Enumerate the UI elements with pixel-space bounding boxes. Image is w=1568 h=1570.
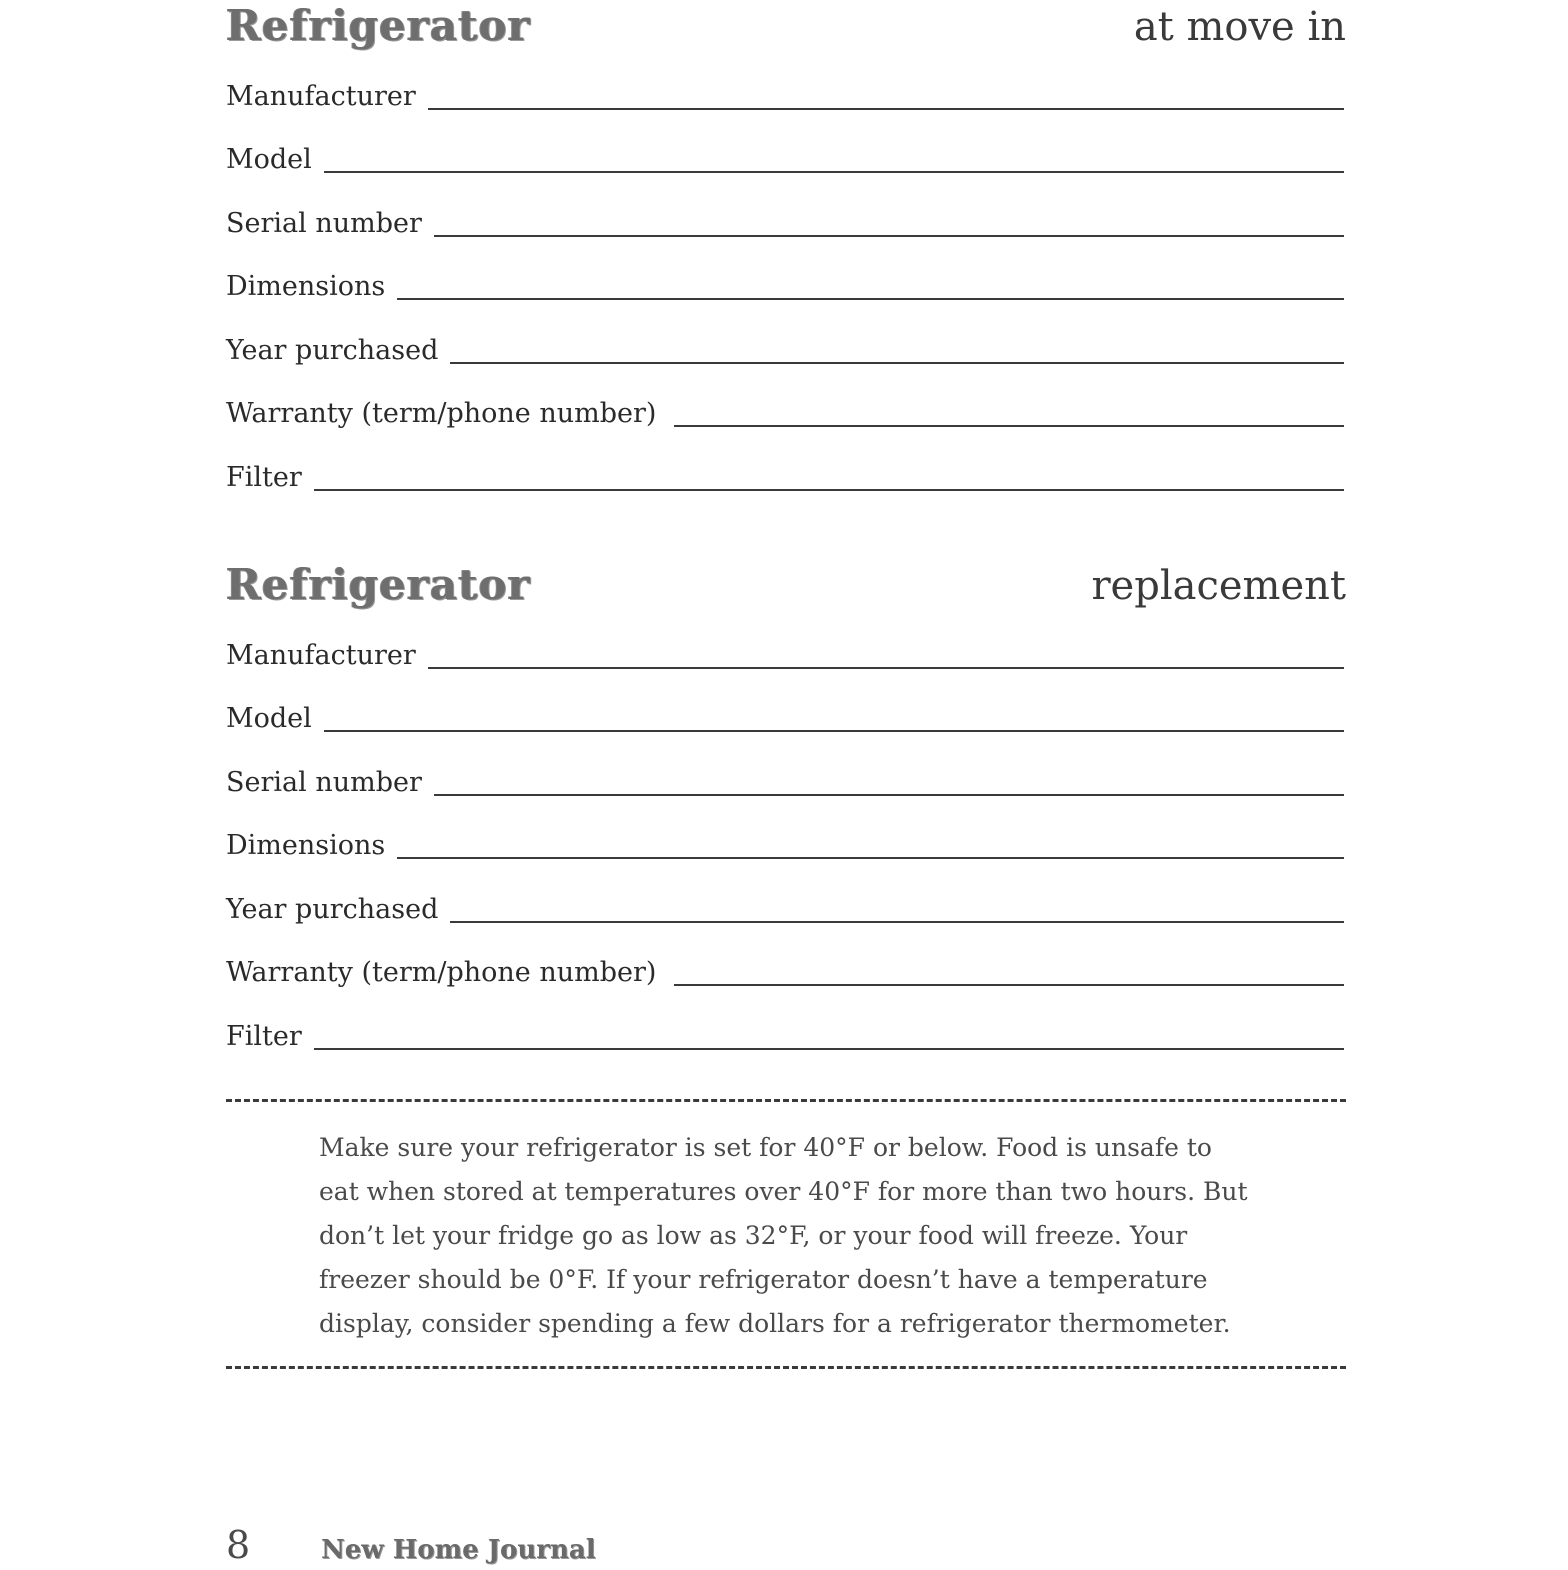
page-number: 8 bbox=[226, 1523, 251, 1567]
field-serial-number[interactable] bbox=[226, 760, 1344, 800]
field-manufacturer[interactable] bbox=[226, 74, 1344, 114]
fill-in-line[interactable] bbox=[434, 235, 1344, 237]
field-label: Model bbox=[226, 144, 312, 175]
field-dimensions[interactable] bbox=[226, 823, 1344, 863]
field-serial-number[interactable] bbox=[226, 201, 1344, 241]
tip-top-divider bbox=[226, 1099, 1346, 1102]
section-header bbox=[226, 0, 1346, 56]
section-replacement bbox=[226, 559, 1346, 1052]
field-label: Dimensions bbox=[226, 830, 386, 861]
field-label: Warranty (term/phone number) bbox=[226, 957, 657, 988]
field-label: Warranty (term/phone number) bbox=[226, 398, 657, 429]
field-model[interactable] bbox=[226, 137, 1344, 177]
field-model[interactable] bbox=[226, 696, 1344, 736]
fill-in-line[interactable] bbox=[434, 794, 1344, 796]
field-label: Dimensions bbox=[226, 271, 386, 302]
field-filter[interactable] bbox=[226, 455, 1344, 495]
field-manufacturer[interactable] bbox=[226, 633, 1344, 673]
field-label: Year purchased bbox=[226, 335, 439, 366]
field-warranty[interactable] bbox=[226, 950, 1344, 990]
fill-in-line[interactable] bbox=[450, 362, 1344, 364]
journal-page bbox=[226, 0, 1346, 1568]
book-title: New Home Journal bbox=[321, 1535, 596, 1565]
tip-text: Make sure your refrigerator is set for 40°F or below. Food is unsafe to eat when stored at temperatures over 40°F for more than two hours. But don’t let your fridge go as low as 32°F, or your food will freeze. Your freezer should be 0°F. If your refrigerator doesn’t have a temperature display, consider spending a few dollars for a refrigerator thermometer. bbox=[319, 1133, 1248, 1338]
field-dimensions[interactable] bbox=[226, 264, 1344, 304]
section-subtitle: replacement bbox=[1091, 563, 1346, 609]
tip-bottom-divider bbox=[226, 1366, 1346, 1369]
field-label: Manufacturer bbox=[226, 81, 416, 112]
field-label: Year purchased bbox=[226, 894, 439, 925]
field-label: Filter bbox=[226, 462, 302, 493]
fill-in-line[interactable] bbox=[314, 489, 1344, 491]
section-title: Refrigerator bbox=[226, 560, 531, 609]
fill-in-line[interactable] bbox=[674, 984, 1344, 986]
section-subtitle: at move in bbox=[1133, 4, 1346, 50]
fill-in-line[interactable] bbox=[397, 857, 1344, 859]
fill-in-line[interactable] bbox=[428, 667, 1344, 669]
field-label: Serial number bbox=[226, 767, 422, 798]
field-label: Serial number bbox=[226, 208, 422, 239]
field-label: Manufacturer bbox=[226, 640, 416, 671]
fill-in-line[interactable] bbox=[674, 425, 1344, 427]
field-year-purchased[interactable] bbox=[226, 887, 1344, 927]
section-title: Refrigerator bbox=[226, 1, 531, 50]
field-filter[interactable] bbox=[226, 1014, 1344, 1054]
fill-in-line[interactable] bbox=[314, 1048, 1344, 1050]
fill-in-line[interactable] bbox=[450, 921, 1344, 923]
page-footer bbox=[226, 1522, 1346, 1568]
section-header bbox=[226, 559, 1346, 615]
field-label: Filter bbox=[226, 1021, 302, 1052]
section-at-move-in bbox=[226, 0, 1346, 493]
field-label: Model bbox=[226, 703, 312, 734]
fill-in-line[interactable] bbox=[324, 730, 1344, 732]
fill-in-line[interactable] bbox=[428, 108, 1344, 110]
field-year-purchased[interactable] bbox=[226, 328, 1344, 368]
fill-in-line[interactable] bbox=[324, 171, 1344, 173]
field-warranty[interactable] bbox=[226, 391, 1344, 431]
fill-in-line[interactable] bbox=[397, 298, 1344, 300]
